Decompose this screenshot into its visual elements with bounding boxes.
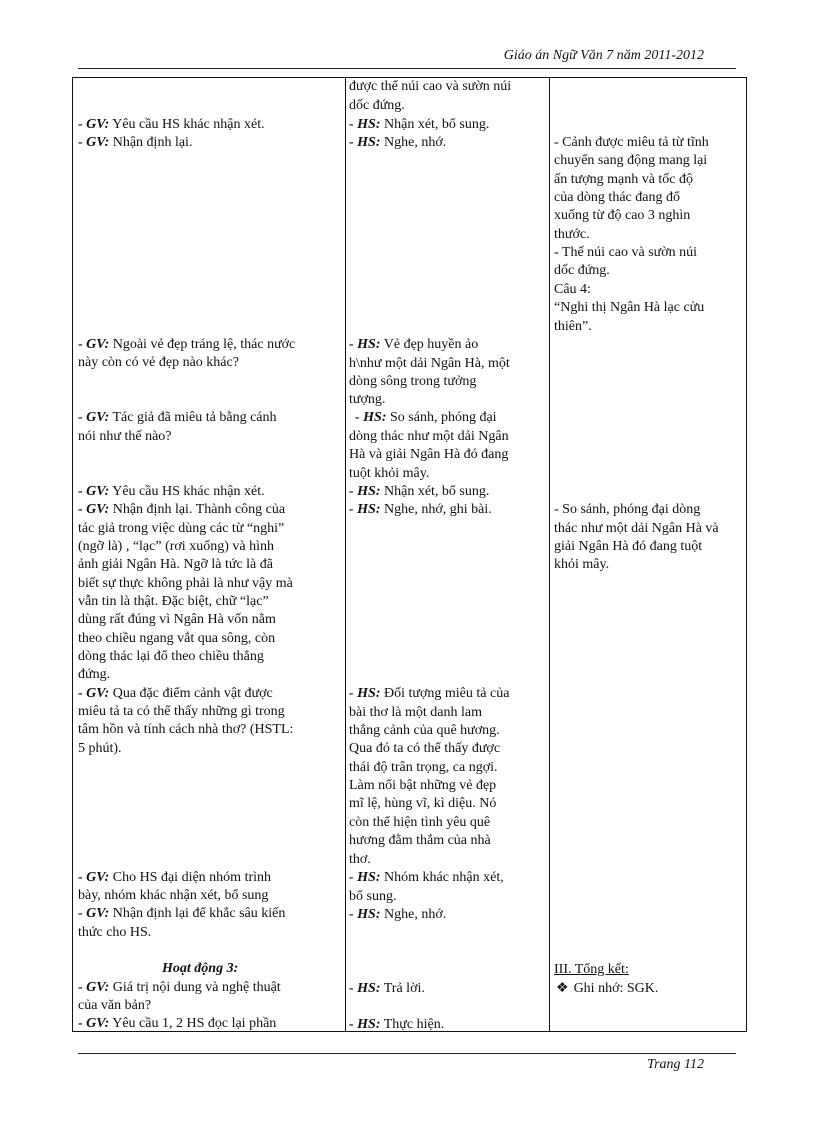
teacher-line: - GV: Ngoài vẻ đẹp tráng lệ, thác nước bbox=[78, 337, 296, 352]
teacher-line: 5 phút). bbox=[78, 741, 122, 756]
teacher-line: nói như thế nào? bbox=[78, 429, 172, 444]
teacher-line: - GV: Yêu cầu HS khác nhận xét. bbox=[78, 484, 265, 499]
student-line: - HS: Nghe, nhớ. bbox=[349, 135, 447, 150]
student-line: thắng cảnh của quê hương. bbox=[349, 723, 500, 738]
student-line: - HS: Nhận xét, bổ sung. bbox=[349, 484, 490, 499]
column-divider-1 bbox=[345, 78, 346, 1031]
content-line: thiên”. bbox=[554, 319, 592, 334]
student-line: dòng thác như một dải Ngân bbox=[349, 429, 509, 444]
teacher-line: tâm hồn và tính cách nhà thơ? (HSTL: bbox=[78, 722, 294, 737]
teacher-line: - GV: Nhận định lại. Thành công của bbox=[78, 502, 286, 517]
student-line: bài thơ là một danh lam bbox=[349, 705, 482, 720]
summary-heading: III. Tổng kết: bbox=[554, 962, 629, 977]
footer-rule bbox=[78, 1053, 736, 1054]
teacher-line: miêu tả ta có thể thấy những gì trong bbox=[78, 704, 285, 719]
diamond-bullet-icon: ❖ bbox=[556, 981, 569, 996]
teacher-line: - GV: Nhận định lại. bbox=[78, 135, 193, 150]
teacher-line: dùng rất đúng vì Ngân Hà vốn nằm bbox=[78, 612, 276, 627]
student-line: tượng. bbox=[349, 392, 386, 407]
teacher-line: của văn bản? bbox=[78, 998, 152, 1013]
content-line: thác như một dải Ngân Hà và bbox=[554, 521, 719, 536]
teacher-line: - GV: Tác giả đã miêu tả bằng cánh bbox=[78, 410, 277, 425]
content-line: của dòng thác đang đổ bbox=[554, 190, 680, 205]
column-divider-2 bbox=[549, 78, 550, 1031]
teacher-line: này còn có vẻ đẹp nào khác? bbox=[78, 355, 239, 370]
student-line: hương đằm thắm của nhà bbox=[349, 833, 491, 848]
student-line: h\như một dải Ngân Hà, một bbox=[349, 356, 510, 371]
activity-3-heading: Hoạt động 3: bbox=[162, 961, 239, 976]
teacher-line: - GV: Yêu cầu 1, 2 HS đọc lại phần bbox=[78, 1016, 277, 1031]
teacher-line: - GV: Yêu cầu HS khác nhận xét. bbox=[78, 117, 265, 132]
student-line: - HS: Nghe, nhớ. bbox=[349, 907, 447, 922]
teacher-line: - GV: Cho HS đại diện nhóm trình bbox=[78, 870, 272, 885]
student-line: còn thể hiện tình yêu quê bbox=[349, 815, 491, 830]
page-header-title: Giáo án Ngữ Văn 7 năm 2011-2012 bbox=[503, 48, 704, 63]
teacher-line: vẫn tin là thật. Đặc biệt, chữ “lạc” bbox=[78, 594, 269, 609]
teacher-line: biết sự thực không phải là như vậy mà bbox=[78, 576, 293, 591]
teacher-line: - GV: Qua đặc điểm cảnh vật được bbox=[78, 686, 273, 701]
content-line: - Cảnh được miêu tả từ tĩnh bbox=[554, 135, 709, 150]
content-line: “Nghi thị Ngân Hà lạc cửu bbox=[554, 300, 705, 315]
teacher-line: tác giả trong việc dùng các từ “nghi” bbox=[78, 521, 285, 536]
student-line: Hà và giải Ngân Hà đó đang bbox=[349, 447, 509, 462]
summary-note: ❖ Ghi nhớ: SGK. bbox=[556, 981, 659, 996]
student-line: thơ. bbox=[349, 852, 371, 867]
teacher-line: - GV: Nhận định lại để khắc sâu kiến bbox=[78, 906, 286, 921]
student-line: dốc đứng. bbox=[349, 98, 405, 113]
content-line: dốc đứng. bbox=[554, 263, 610, 278]
student-line: dòng sông trong tưởng bbox=[349, 374, 477, 389]
teacher-line: - GV: Giá trị nội dung và nghệ thuật bbox=[78, 980, 281, 995]
content-line: chuyển sang động mang lại bbox=[554, 153, 708, 168]
page-number: Trang 112 bbox=[647, 1057, 704, 1072]
student-line: - HS: Vẻ đẹp huyền ảo bbox=[349, 337, 479, 352]
student-line: Làm nổi bật những vẻ đẹp bbox=[349, 778, 497, 793]
teacher-line: ảnh giải Ngân Hà. Ngỡ là tức là đã bbox=[78, 557, 273, 572]
student-line: tuột khỏi mây. bbox=[349, 466, 430, 481]
student-line: - HS: Thực hiện. bbox=[349, 1017, 445, 1032]
header-rule bbox=[78, 68, 736, 69]
student-line: - HS: Nhận xét, bổ sung. bbox=[349, 117, 490, 132]
student-line: - HS: Nghe, nhớ, ghi bài. bbox=[349, 502, 492, 517]
student-line: thái độ trân trọng, ca ngợi. bbox=[349, 760, 498, 775]
content-line: khỏi mây. bbox=[554, 557, 610, 572]
teacher-line: (ngỡ là) , “lạc” (rơi xuống) và hình bbox=[78, 539, 274, 554]
student-line: - HS: So sánh, phóng đại bbox=[355, 410, 497, 425]
student-line: Qua đó ta có thể thấy được bbox=[349, 741, 501, 756]
content-line: - Thế núi cao và sườn núi bbox=[554, 245, 698, 260]
content-line: Câu 4: bbox=[554, 282, 591, 297]
content-line: - So sánh, phóng đại dòng bbox=[554, 502, 701, 517]
teacher-line: theo chiều ngang vắt qua sông, còn bbox=[78, 631, 276, 646]
teacher-line: bày, nhóm khác nhận xét, bổ sung bbox=[78, 888, 269, 903]
teacher-line: dòng thác lại đổ theo chiều thẳng bbox=[78, 649, 264, 664]
student-line: - HS: Trả lời. bbox=[349, 981, 425, 996]
student-line: - HS: Nhóm khác nhận xét, bbox=[349, 870, 504, 885]
student-line: - HS: Đối tượng miêu tả của bbox=[349, 686, 510, 701]
teacher-line: đứng. bbox=[78, 667, 111, 682]
teacher-line: thức cho HS. bbox=[78, 925, 152, 940]
student-line: bổ sung. bbox=[349, 889, 397, 904]
student-line: được thể núi cao và sườn núi bbox=[349, 79, 512, 94]
content-line: xuống từ độ cao 3 nghìn bbox=[554, 208, 691, 223]
content-line: ấn tượng mạnh và tốc độ bbox=[554, 172, 694, 187]
content-line: thước. bbox=[554, 227, 590, 242]
content-line: giải Ngân Hà đó đang tuột bbox=[554, 539, 703, 554]
student-line: mĩ lệ, hùng vĩ, kì diệu. Nó bbox=[349, 796, 497, 811]
